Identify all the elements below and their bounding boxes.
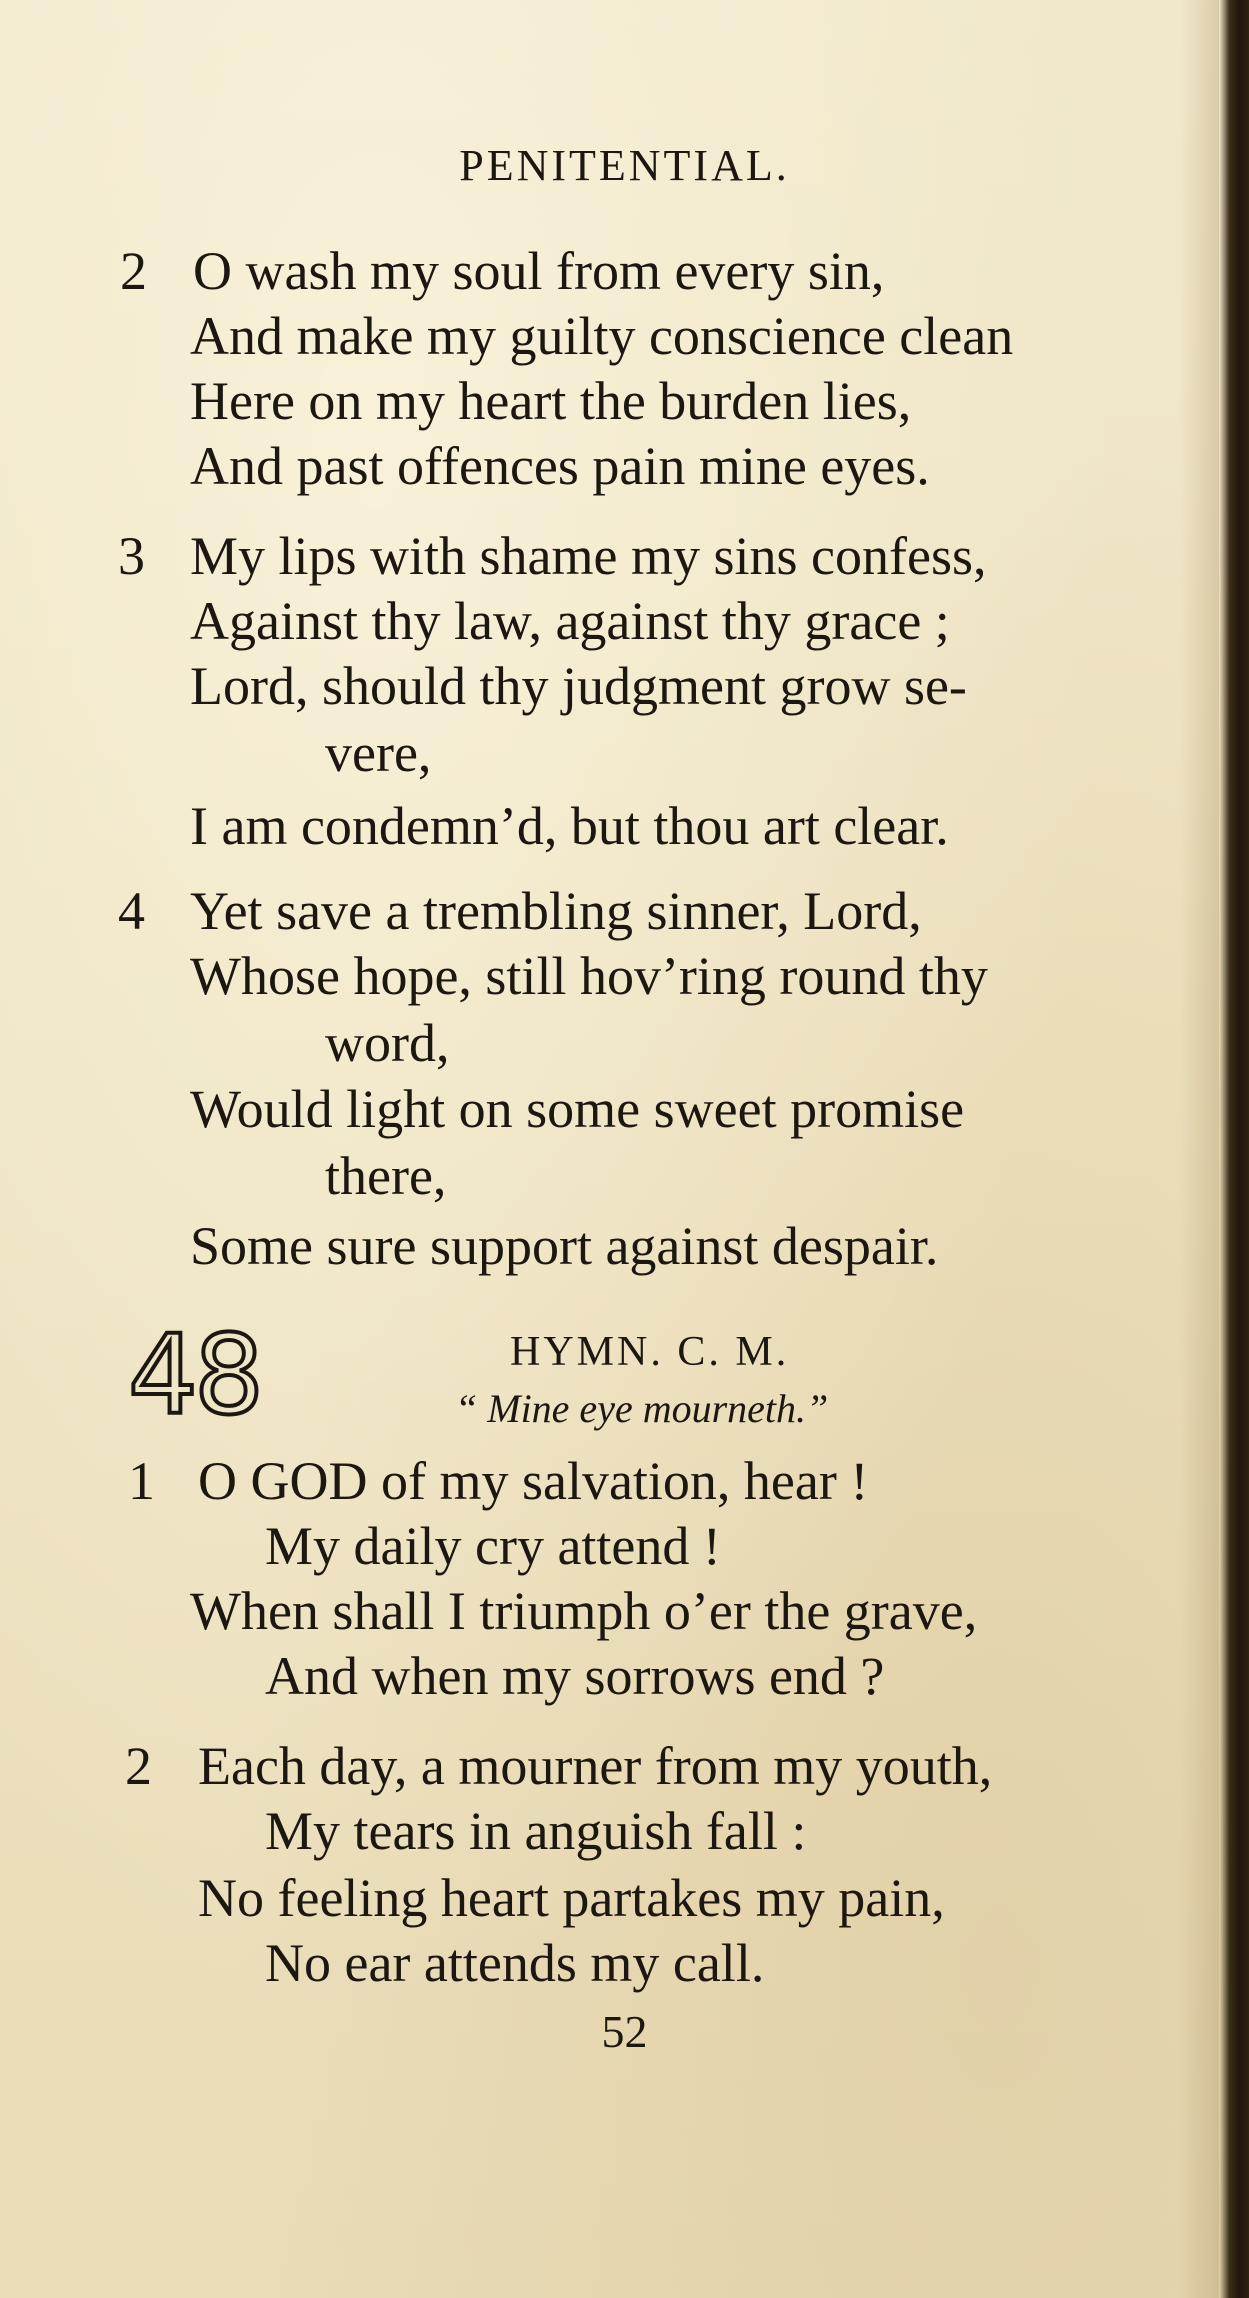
verse-line: No feeling heart partakes my pain,: [198, 1868, 945, 1928]
verse-line: My lips with shame my sins confess,: [190, 526, 987, 586]
binding-shadow: [1179, 0, 1219, 2298]
verse-line: there,: [325, 1146, 447, 1206]
verse-line: Against thy law, against thy grace ;: [190, 591, 950, 651]
running-head: PENITENTIAL.: [459, 141, 790, 190]
verse-line: word,: [325, 1013, 450, 1073]
verse-line: Each day, a mourner from my youth,: [198, 1736, 993, 1796]
verse-line: Some sure support against despair.: [190, 1216, 939, 1276]
stanza-number: 4: [118, 881, 145, 941]
verse-line: O GOD of my salvation, hear !: [198, 1451, 869, 1511]
stanza-number: 1: [128, 1451, 155, 1511]
verse-line: My daily cry attend !: [265, 1516, 721, 1576]
verse-line: Yet save a trembling sinner, Lord,: [190, 881, 922, 941]
stanza-number: 3: [118, 526, 145, 586]
verse-line: Lord, should thy judgment grow se-: [190, 656, 967, 716]
verse-line: And make my guilty conscience clean: [190, 306, 1014, 366]
stanza-number: 2: [120, 241, 147, 301]
verse-line: vere,: [325, 723, 432, 783]
verse-line: Whose hope, still hov’ring round thy: [190, 946, 988, 1006]
verse-line: Here on my heart the burden lies,: [190, 371, 912, 431]
verse-line: And past offences pain mine eyes.: [190, 436, 930, 496]
binding-edge: [1219, 0, 1249, 2298]
verse-line: My tears in anguish fall :: [265, 1801, 807, 1861]
verse-line: Would light on some sweet promise: [190, 1079, 965, 1139]
hymn-number: 48: [128, 1311, 260, 1439]
hymn-title: HYMN. C. M.: [510, 1329, 790, 1375]
hymn-scripture-text: “ Mine eye mourneth.”: [455, 1386, 829, 1431]
verse-line: No ear attends my call.: [265, 1933, 765, 1993]
verse-line: O wash my soul from every sin,: [193, 241, 885, 301]
verse-line: And when my sorrows end ?: [265, 1646, 885, 1706]
stanza-number: 2: [125, 1736, 152, 1796]
verse-line: I am condemn’d, but thou art clear.: [190, 796, 949, 856]
verse-line: When shall I triumph o’er the grave,: [190, 1581, 978, 1641]
page-number: 52: [601, 2006, 648, 2057]
